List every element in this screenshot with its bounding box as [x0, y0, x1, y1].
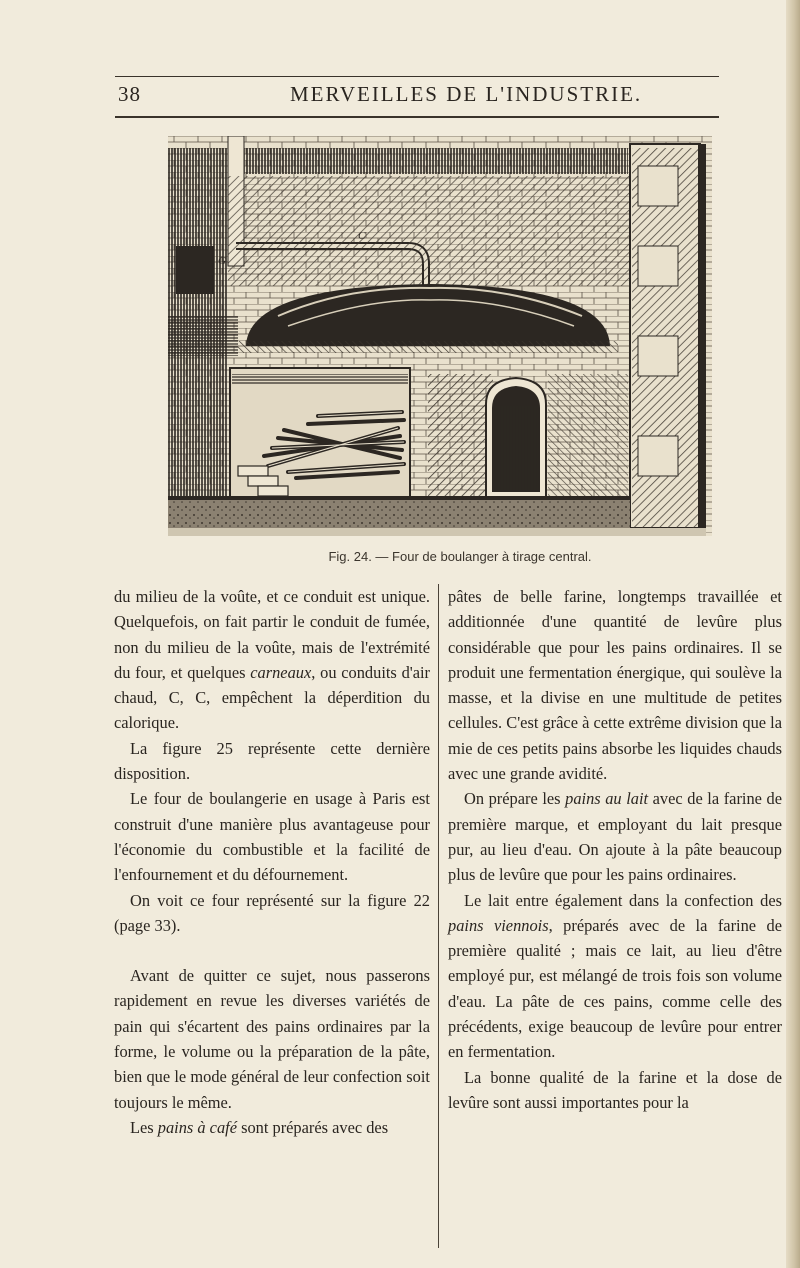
paragraph [448, 888, 782, 1065]
figure-caption: Fig. 24. — Four de boulanger à tirage central. [328, 549, 592, 564]
paragraph: La bonne qualité de la farine et la dose de levûre sont aussi importantes pour la [448, 1067, 782, 1112]
text-run: Les [130, 1117, 158, 1137]
italic-term: pains viennois [448, 915, 549, 935]
oven-illustration [168, 136, 712, 536]
italic-term: carneaux [250, 662, 312, 682]
figure-label-g: G [218, 255, 226, 267]
paragraph: On voit ce four représenté sur la figure 22 (page 33). [114, 890, 430, 935]
text-run: On prépare les [464, 789, 566, 809]
text-run: , ou conduits d'air chaud, C, C, empêchent la déperdition du calorique. [114, 662, 431, 733]
paragraph: pâtes de belle farine, longtemps travaillée et additionnée d'une quantité de levûre plus considérable que pour les pains ordinaires. Il se produit une fermentation énergique, qui soulève la masse, et la divise en une multitude de petites cellules. C'est grâce à cette extrême division que la mie de ces petits pains absorbe les liquides chauds avec une grande avidité. [448, 587, 782, 784]
header-rule-bottom [115, 116, 719, 118]
paragraph [114, 1115, 430, 1140]
italic-term: pains à café [157, 1117, 237, 1137]
paragraph: La figure 25 représente cette dernière disposition. [114, 738, 430, 784]
right-column [448, 584, 782, 1115]
text-run: avec de la farine de première marque, et employant du lait presque pur, au lieu d'eau. On ajoute à la pâte beaucoup plus de levûre que pour les pains ordinaires. [448, 789, 782, 885]
column-divider [438, 584, 439, 1248]
text-run: , préparés avec de la farine de première qualité ; mais ce lait, au lieu d'être employé pur, est mélangé de trois fois son volume d'eau. La pâte de ces pains, comme celle des précédents, exige beaucoup de levûre pour entrer en fermentation. [448, 915, 782, 1062]
paragraph: Avant de quitter ce sujet, nous passerons rapidement en revue les diverses variétés de pain qui s'écartent des pains ordinaires par la forme, le volume ou la préparation de la pâte, bien que le mode général de leur confection soit toujours le même. [114, 966, 430, 1112]
text-run: Le lait entre également dans la confection des [464, 890, 782, 910]
page-edge-shadow [786, 0, 800, 1268]
text-run: du milieu de la voûte, et ce conduit est unique. Quelquefois, on fait partir le conduit de fumée, non du milieu de la voûte, mais de l'extrémité du four, et quelques [114, 587, 430, 682]
page-number: 38 [118, 82, 141, 106]
paragraph [114, 584, 430, 736]
header-rule-top [115, 76, 719, 77]
left-column [114, 584, 430, 1140]
running-title: MERVEILLES DE L'INDUSTRIE. [290, 82, 643, 106]
paragraph: Le four de boulangerie en usage à Paris est construit d'une manière plus avantageuse pour l'économie du combustible et la facilité de l'enfournement et du défournement. [114, 789, 430, 885]
italic-term: pains au lait [565, 789, 649, 809]
paragraph [448, 786, 782, 887]
text-run: sont préparés avec des [236, 1117, 389, 1137]
